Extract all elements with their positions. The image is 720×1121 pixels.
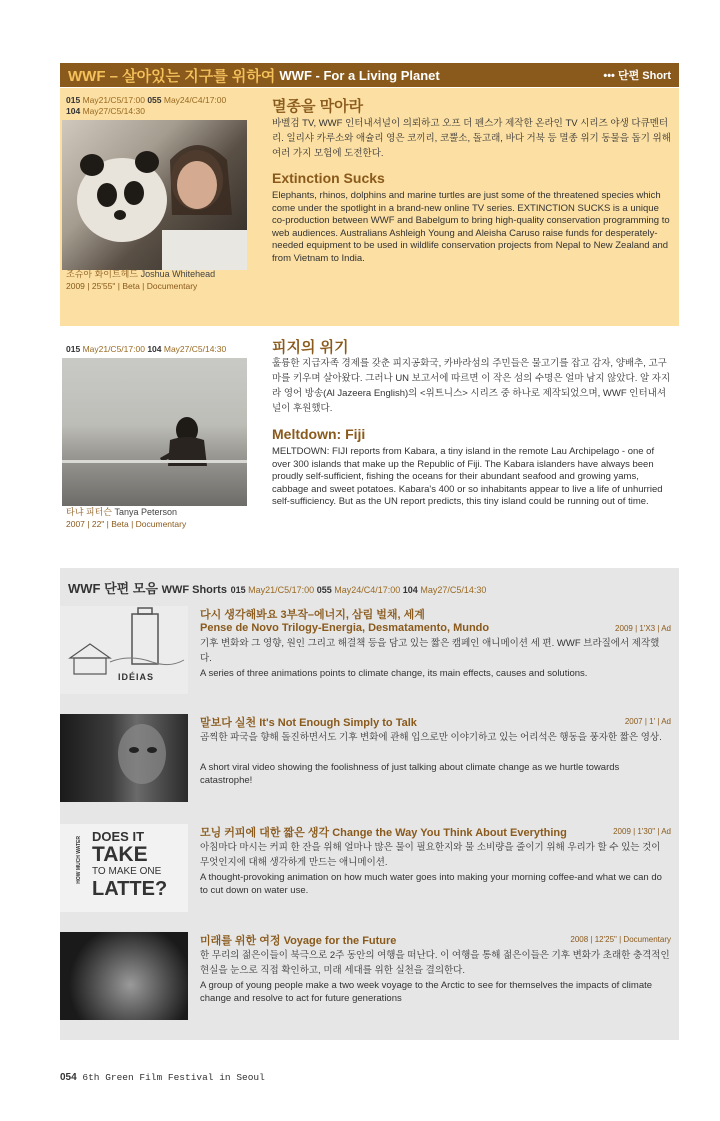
director-name-ko: 타냐 피터슨 bbox=[66, 507, 112, 517]
short-title: 다시 생각해봐요 3부작–에너지, 삼림 벌채, 세계 Pense de Novo Trilogy-Energia, Desmatamento, Mundo bbox=[200, 609, 490, 634]
page-footer bbox=[60, 1072, 265, 1083]
film-still-panda bbox=[62, 120, 247, 270]
short-synopsis-en: A thought-provoking animation on how much water goes into making your morning coffee-and what we can do to cut down on water use. bbox=[200, 872, 662, 896]
short-title: 미래를 위한 여정 Voyage for the Future bbox=[200, 935, 397, 947]
film-schedule: 015 May21/C5/17:00 104 May27/C5/14:30 bbox=[66, 344, 227, 354]
short-thumbnail-voyage bbox=[60, 932, 188, 1020]
film-title-en: Meltdown: Fiji bbox=[272, 426, 366, 442]
short-title: 모닝 커피에 대한 짧은 생각 Change the Way You Think About Everything bbox=[200, 827, 567, 839]
short-item-not-enough-to-talk bbox=[60, 714, 679, 814]
short-synopsis-en: A series of three animations points to climate change, its main effects, causes and solutions. bbox=[200, 668, 588, 679]
short-meta: 2009 | 1'30" | Ad bbox=[613, 827, 671, 836]
film-entry-meltdown-fiji bbox=[60, 326, 679, 542]
short-synopsis-ko: 아침마다 마시는 커피 한 잔을 위해 얼마나 많은 물이 필요한지와 물 소비량을 줄이기 위해 우리가 할 수 있는 것이 무엇인지에 대해 생각하게 만드는 애니메이션. bbox=[200, 842, 661, 868]
section-header bbox=[60, 63, 679, 87]
short-meta: 2009 | 1'X3 | Ad bbox=[615, 624, 671, 633]
short-item-voyage-future bbox=[60, 932, 679, 1032]
shorts-heading: WWF 단편 모음 WWF Shorts 015 May21/C5/17:00 055 May24/C4/17:00 104 May27/C5/14:30 bbox=[68, 581, 487, 596]
film-meta: 2009 | 25'55" | Beta | Documentary bbox=[66, 281, 198, 291]
short-thumbnail-talk bbox=[60, 714, 188, 802]
short-synopsis-ko: 곰찍한 파국을 향해 돌진하면서도 기후 변화에 관해 입으로만 이야기하고 있는 어리석은 행동을 풍자한 짧은 영상. bbox=[200, 732, 662, 743]
film-synopsis-ko: 바벨검 TV, WWF 인터내셔널이 의뢰하고 오프 더 펜스가 제작한 온라인 TV 시리즈 야생 다큐멘터리. 일리샤 카루소와 애슐리 영은 코끼리, 코뿔소, 돌고래, 바다 거북 등 멸종 위기 동물을 돕기 위해 여러 가지 모험에 도전한다. bbox=[272, 118, 671, 159]
film-schedule: 015 May21/C5/17:00 055 May24/C4/17:00 104 May27/C5/14:30 bbox=[66, 95, 227, 116]
section-title-en: WWF - For a Living Planet bbox=[279, 67, 440, 83]
page-number: 054 bbox=[60, 1072, 77, 1083]
short-synopsis-ko: 한 무리의 젊은이들이 북극으로 2주 동안의 여행을 떠난다. 이 여행을 통해 젊은이들은 기후 변화가 초래한 충격적인 현실을 눈으로 직접 확인하고, 미래 세대를 위한 실천을 결의한다. bbox=[200, 950, 670, 976]
film-still-fiji bbox=[62, 358, 247, 506]
film-credit bbox=[66, 506, 186, 530]
short-item-change-the-way bbox=[60, 824, 679, 924]
director-name-ko: 조슈아 화이트헤드 bbox=[66, 269, 139, 279]
short-thumbnail-latte bbox=[60, 824, 188, 912]
short-meta: 2008 | 12'25" | Documentary bbox=[570, 935, 671, 944]
thumb-latte-text: HOW MUCH WATER DOES IT TAKE TO MAKE ONE LATTE? bbox=[76, 829, 168, 900]
director-name-en: Tanya Peterson bbox=[114, 507, 178, 517]
section-title-ko: WWF – 살아있는 지구를 위하여 bbox=[68, 67, 276, 85]
shorts-schedule: 015 May21/C5/17:00 055 May24/C4/17:00 104 May27/C5/14:30 bbox=[230, 585, 487, 595]
film-entry-extinction-sucks bbox=[60, 88, 679, 326]
film-title-en: Extinction Sucks bbox=[272, 170, 385, 186]
film-meta: 2007 | 22" | Beta | Documentary bbox=[66, 519, 187, 529]
section-category-label: ••• 단편 Short bbox=[603, 70, 671, 82]
short-synopsis-ko: 기후 변화와 그 영향, 원인 그리고 해결책 등을 담고 있는 짧은 캠페인 애니메이션 세 편. WWF 브라질에서 제작했다. bbox=[200, 638, 660, 664]
short-synopsis-en: A short viral video showing the foolishness of just talking about climate change as we hurtle towards catastrophe! bbox=[200, 762, 620, 786]
festival-name: 6th Green Film Festival in Seoul bbox=[82, 1072, 265, 1083]
film-synopsis-en: Elephants, rhinos, dolphins and marine turtles are just some of the threatened species which come under the spotlight in a brand-new online TV series. EXTINCTION SUCKS is a unique co-production between WWF and Babelgum to bring high-quality conservation programming to web audiences. Australians Ashleigh Young and Aleisha Caruso raise funds for desperately-needed equipment to be used in wildlife conservation projects from Nepal to New Zealand and from Vietnam to India. bbox=[272, 190, 670, 264]
film-synopsis-ko: 훌륭한 지급자족 경제를 갖춘 피지공화국, 카바라섬의 주민들은 물고기를 잡고 감자, 양배추, 고구마를 키우며 살아왔다. 그러나 UN 보고서에 따르면 이 작은 섬의 수명은 얼마 남지 않았다. 알 자지라 영어 방송(Al Jazeera English)의 <위트니스> 시리즈 중 하나로 제작되었으며, WWF 인터내셔널이 후원했다. bbox=[272, 358, 671, 414]
film-title-ko: 멸종을 막아라 bbox=[272, 98, 364, 115]
short-item-pense-de-novo bbox=[60, 606, 679, 706]
film-synopsis-en: MELTDOWN: FIJI reports from Kabara, a tiny island in the remote Lau Archipelago - one of over 300 islands that make up the Republic of Fiji. The Kabara islanders have always been proudly self-sufficient, fishing the oceans for their abundant seafood and growing yams, cabbage and sweet potatoes. Kabara's 400 or so inhabitants appear to live a life of unhurried self-sufficiency. But as the UN report predicts, this tiny island could be running out of time. bbox=[272, 446, 663, 507]
short-thumbnail-ideias bbox=[60, 606, 188, 694]
film-title-ko: 피지의 위기 bbox=[272, 339, 349, 356]
short-meta: 2007 | 1' | Ad bbox=[624, 717, 671, 726]
film-credit bbox=[66, 268, 215, 292]
director-name-en: Joshua Whitehead bbox=[140, 269, 216, 279]
shorts-section bbox=[60, 568, 679, 1040]
short-title: 말보다 실천 It's Not Enough Simply to Talk bbox=[200, 717, 417, 729]
thumb-text-ideias: IDÉIAS bbox=[118, 672, 155, 682]
short-synopsis-en: A group of young people make a two week voyage to the Arctic to see for themselves the impacts of climate change and resolve to act for future generations bbox=[200, 980, 653, 1004]
